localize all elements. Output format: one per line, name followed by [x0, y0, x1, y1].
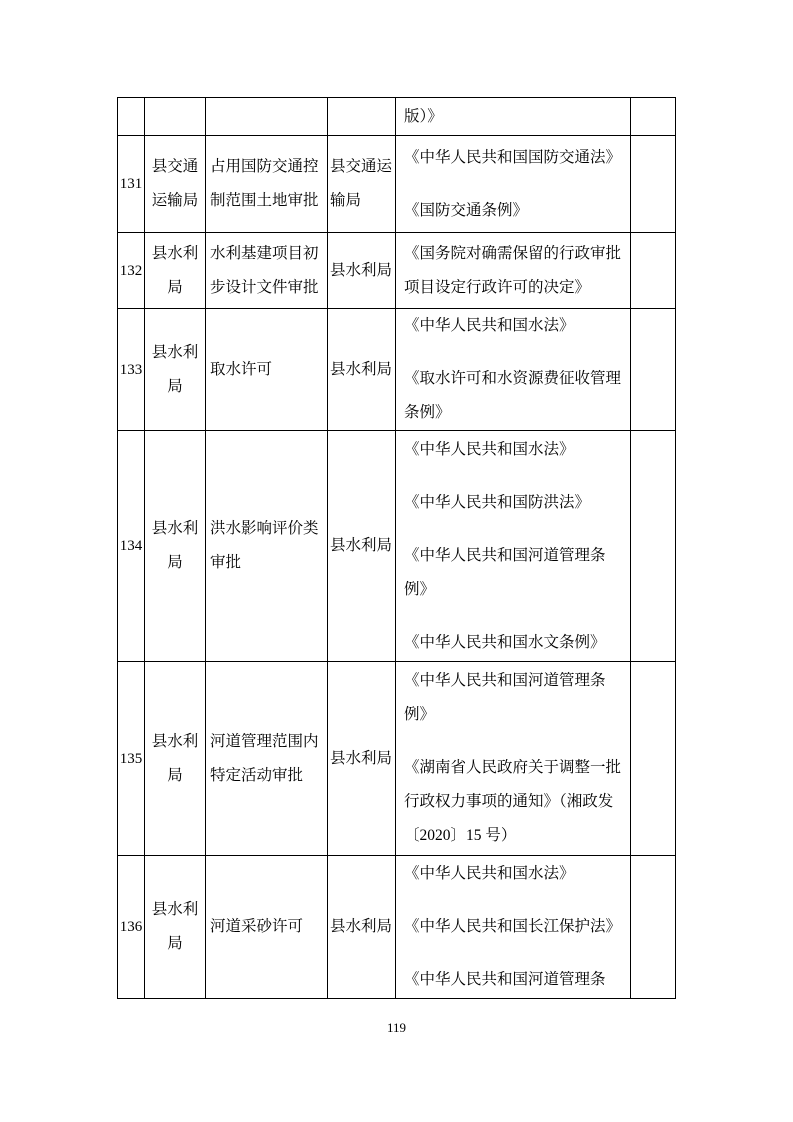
- item-cell: 占用国防交通控制范围土地审批: [206, 136, 328, 233]
- department-cell: 县水利局: [145, 309, 206, 431]
- table-row: [118, 136, 676, 233]
- item-cell: 水利基建项目初步设计文件审批: [206, 233, 328, 309]
- department-cell: 县水利局: [145, 856, 206, 999]
- table-row: [118, 856, 676, 999]
- row-number-cell: 132: [118, 233, 145, 309]
- item-cell: 取水许可: [206, 309, 328, 431]
- implementer-cell: 县交通运输局: [328, 136, 396, 233]
- table-row: [118, 431, 676, 662]
- remark-cell: [631, 233, 676, 309]
- legal-basis-cell: [396, 431, 631, 662]
- page-footer: [0, 1020, 793, 1036]
- department-cell: 县交通运输局: [145, 136, 206, 233]
- legal-basis-cell: [396, 662, 631, 856]
- law-citation: 《湖南省人民政府关于调整一批行政权力事项的通知》（湘政发〔2020〕15 号）: [404, 759, 622, 844]
- law-citation: 《中华人民共和国河道管理条例》: [404, 672, 606, 723]
- implementer-cell: 县水利局: [328, 662, 396, 856]
- remark-cell: [631, 662, 676, 856]
- legal-basis-cell: [396, 309, 631, 431]
- row-number-cell: 135: [118, 662, 145, 856]
- row-number-cell: 134: [118, 431, 145, 662]
- implementer-cell: [328, 98, 396, 136]
- department-cell: 县水利局: [145, 662, 206, 856]
- legal-basis-cell: [396, 136, 631, 233]
- item-cell: 河道采砂许可: [206, 856, 328, 999]
- law-citation: 《中华人民共和国防洪法》: [404, 493, 591, 511]
- implementer-cell: 县水利局: [328, 309, 396, 431]
- table-row: [118, 233, 676, 309]
- approval-items-table: [117, 97, 676, 999]
- row-number-cell: 133: [118, 309, 145, 431]
- remark-cell: [631, 431, 676, 662]
- law-citation: 《中华人民共和国水法》: [404, 440, 575, 458]
- law-citation-fragment: 版）》: [404, 107, 443, 125]
- page-number: 119: [386, 1020, 407, 1035]
- law-citation: 《中华人民共和国河道管理条例》: [404, 546, 606, 598]
- law-citation: 《中华人民共和国国防交通法》: [404, 148, 622, 166]
- department-cell: 县水利局: [145, 431, 206, 662]
- legal-basis-cell: [396, 98, 631, 136]
- item-cell: [206, 98, 328, 136]
- legal-basis-cell: [396, 856, 631, 999]
- law-citation: 《中华人民共和国河道管理条: [404, 971, 606, 988]
- remark-cell: [631, 856, 676, 999]
- department-cell: 县水利局: [145, 233, 206, 309]
- remark-cell: [631, 98, 676, 136]
- row-number-cell: 131: [118, 136, 145, 233]
- remark-cell: [631, 309, 676, 431]
- law-citation: 《取水许可和水资源费征收管理条例》: [404, 370, 622, 421]
- law-citation: 《中华人民共和国水文条例》: [404, 633, 606, 651]
- table-row: [118, 662, 676, 856]
- implementer-cell: 县水利局: [328, 233, 396, 309]
- row-number-cell: 136: [118, 856, 145, 999]
- law-citation: 《国务院对确需保留的行政审批项目设定行政许可的决定》: [404, 244, 622, 296]
- implementer-cell: 县水利局: [328, 431, 396, 662]
- item-cell: 河道管理范围内特定活动审批: [206, 662, 328, 856]
- department-cell: [145, 98, 206, 136]
- remark-cell: [631, 136, 676, 233]
- continuation-row: [118, 98, 676, 136]
- implementer-cell: 县水利局: [328, 856, 396, 999]
- law-citation: 《中华人民共和国水法》: [404, 865, 575, 882]
- law-citation: 《国防交通条例》: [404, 201, 529, 219]
- item-cell: 洪水影响评价类审批: [206, 431, 328, 662]
- table-row: [118, 309, 676, 431]
- legal-basis-cell: [396, 233, 631, 309]
- row-number-cell: [118, 98, 145, 136]
- law-citation: 《中华人民共和国水法》: [404, 317, 575, 334]
- law-citation: 《中华人民共和国长江保护法》: [404, 918, 622, 935]
- table-body: [118, 98, 676, 999]
